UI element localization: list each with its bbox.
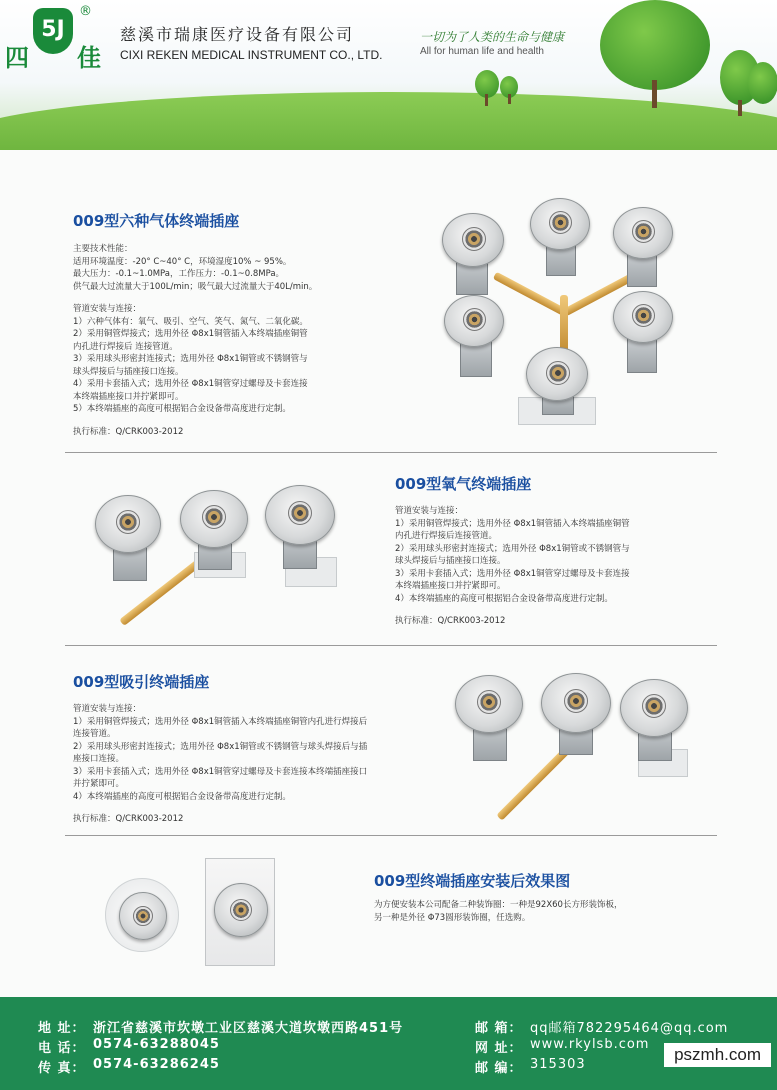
section-divider: [65, 452, 717, 453]
install-heading: 管道安装与连接：: [395, 506, 464, 516]
website-value: www.rkylsb.com: [530, 1037, 650, 1052]
registered-mark: ®: [79, 4, 92, 19]
spec-line: 最大压力：-0.1~1.0MPa，工作压力：-0.1~0.8MPa。: [73, 269, 285, 279]
address-value: 浙江省慈溪市坎墩工业区慈溪大道坎墩西路451号: [93, 1021, 404, 1036]
website-label: 网 址：: [475, 1041, 523, 1056]
logo-left-char: 四: [5, 43, 29, 72]
install-line: 球头焊接后与插座接口连接。: [73, 366, 184, 377]
section3-body: [73, 703, 433, 826]
desc-line: 另一种是外径 Φ73圆形装饰圈，任选购。: [374, 912, 531, 923]
install-line: 2）采用铜管焊接式；选用外径 Φ8x1铜管插入本终端插座铜管: [73, 329, 308, 339]
install-line: 座接口连接。: [73, 754, 125, 764]
six-gas-outlet-image: [430, 195, 700, 440]
install-line: 2）采用球头形密封连接式；选用外径 Φ8x1铜管或不锈钢管与球头焊接后与插: [73, 741, 368, 752]
install-line: 4）采用卡套插入式；选用外径 Φ8x1铜管穿过螺母及卡套连接: [73, 379, 308, 389]
suction-outlet-image: [455, 665, 705, 825]
install-line: 3）采用球头形密封连接式；选用外径 Φ8x1铜管或不锈钢管与: [73, 354, 308, 364]
section4-body: [374, 899, 694, 924]
execution-standard: 执行标准：Q/CRK003-2012: [73, 814, 184, 824]
logo-mark: 5J: [33, 8, 73, 54]
footer: [0, 997, 777, 1090]
install-line: 3）采用卡套插入式；选用外径 Φ8x1铜管穿过螺母及卡套连接: [395, 568, 630, 579]
install-line: 球头焊接后与插座接口连接。: [395, 556, 506, 566]
phone-value: 0574-63288045: [93, 1037, 220, 1052]
install-line: 本终端插座接口并拧紧即可。: [73, 391, 184, 402]
execution-standard: 执行标准：Q/CRK003-2012: [395, 616, 506, 626]
desc-line: 为方便安装本公司配备二种装饰圈：一种是92X60长方形装饰板，: [374, 900, 623, 910]
oxygen-outlet-image: [90, 475, 360, 640]
install-line: 连接管道。: [73, 729, 116, 739]
fax-value: 0574-63286245: [93, 1057, 220, 1072]
install-line: 2）采用球头形密封连接式；选用外径 Φ8x1铜管或不锈钢管与: [395, 543, 630, 554]
fax-label: 传 真：: [38, 1061, 86, 1076]
zip-label: 邮 编：: [475, 1061, 523, 1076]
section2-title: 009型氧气终端插座: [395, 475, 532, 493]
section1-title: 009型六种气体终端插座: [73, 212, 240, 230]
grass-hill: [0, 92, 777, 150]
slogan-cn: 一切为了人类的生命与健康: [420, 30, 565, 44]
header-banner: [0, 0, 777, 150]
specs-heading: 主要技术性能：: [73, 244, 133, 254]
address-label: 地 址：: [38, 1021, 86, 1036]
install-line: 5）本终端插座的高度可根据铝合金设备带高度进行定制。: [73, 404, 291, 414]
section-divider: [65, 645, 717, 646]
watermark: pszmh.com: [664, 1043, 771, 1067]
rectangular-trim-plate-image: [205, 858, 275, 966]
install-heading: 管道安装与连接：: [73, 704, 142, 714]
logo-right-char: 佳: [77, 43, 101, 72]
company-logo: [5, 4, 105, 72]
install-line: 4）本终端插座的高度可根据铝合金设备带高度进行定制。: [73, 791, 291, 802]
section-divider: [65, 835, 717, 836]
install-line: 内孔进行焊接后连接管道。: [395, 531, 498, 541]
spec-line: 适用环境温度：-20° C~40° C，环境湿度10% ~ 95%。: [73, 256, 292, 267]
section2-body: [395, 505, 695, 628]
email-value: qq邮箱782295464@qq.com: [530, 1021, 729, 1036]
company-name-en: CIXI REKEN MEDICAL INSTRUMENT CO., LTD.: [120, 48, 383, 62]
execution-standard: 执行标准：Q/CRK003-2012: [73, 426, 184, 437]
section1-body: [73, 243, 413, 438]
install-heading: 管道安装与连接：: [73, 304, 142, 314]
spec-line: 供气最大过流量大于100L/min；吸气最大过流量大于40L/min。: [73, 281, 318, 292]
install-line: 3）采用卡套插入式；选用外径 Φ8x1铜管穿过螺母及卡套连接本终端插座接口: [73, 766, 368, 777]
install-line: 1）采用铜管焊接式；选用外径 Φ8x1铜管插入本终端插座铜管内孔进行焊接后: [73, 716, 368, 727]
slogan-en: All for human life and health: [420, 46, 544, 57]
install-line: 1）六种气体有：氧气、吸引、空气、笑气、氮气、二氧化碳。: [73, 316, 308, 327]
section4-title: 009型终端插座安装后效果图: [374, 872, 571, 890]
round-trim-ring-image: [105, 878, 179, 952]
install-line: 1）采用铜管焊接式；选用外径 Φ8x1铜管插入本终端插座铜管: [395, 518, 630, 529]
install-line: 并拧紧即可。: [73, 779, 125, 789]
install-line: 本终端插座接口并拧紧即可。: [395, 581, 506, 591]
install-line: 内孔进行焊接后 连接管道。: [73, 341, 178, 352]
company-name-cn: 慈溪市瑞康医疗设备有限公司: [120, 25, 355, 44]
phone-label: 电 话：: [38, 1041, 86, 1056]
email-label: 邮 箱：: [475, 1021, 523, 1036]
section3-title: 009型吸引终端插座: [73, 673, 210, 691]
zip-value: 315303: [530, 1057, 586, 1072]
install-line: 4）本终端插座的高度可根据铝合金设备带高度进行定制。: [395, 593, 613, 604]
